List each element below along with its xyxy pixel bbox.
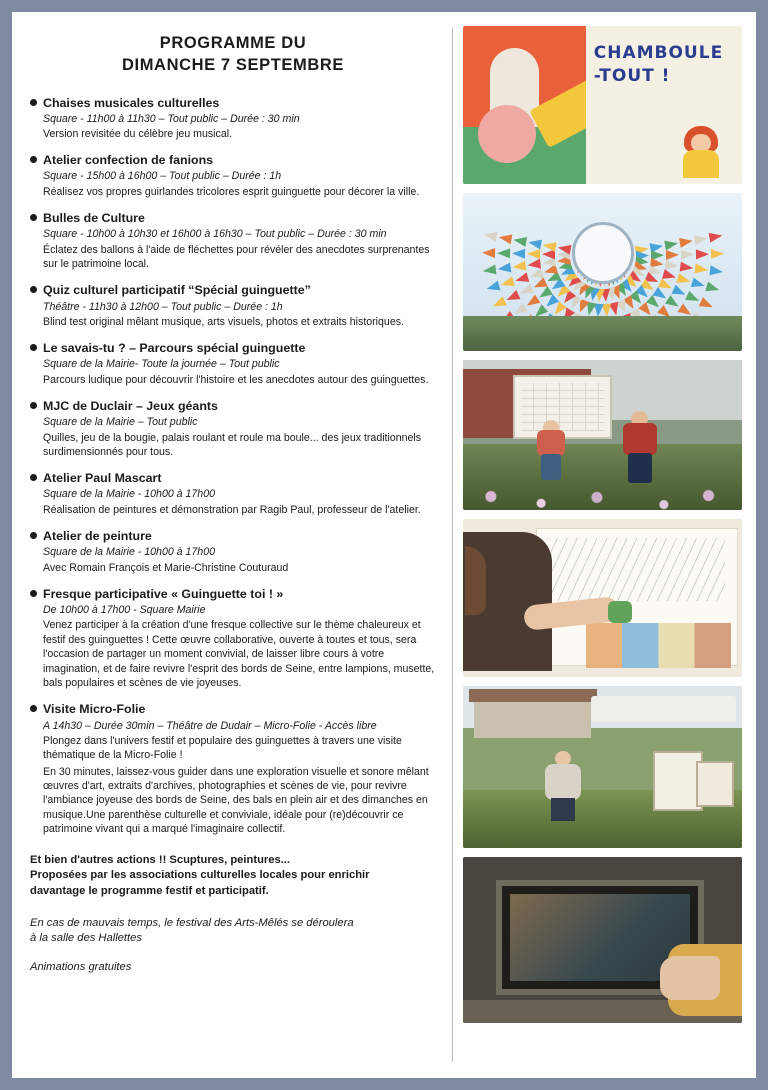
poster-page bbox=[12, 12, 756, 1078]
child-left-legs bbox=[541, 454, 561, 480]
entry-description: Réalisation de peintures et démonstration par Ragib Paul, professeur de l'atelier. bbox=[43, 503, 421, 516]
bullet-icon bbox=[30, 590, 37, 597]
painting-color-strip bbox=[586, 623, 731, 667]
poster-circle-shape bbox=[478, 105, 536, 163]
entry-info: A 14h30 – Durée 30min – Théâtre de Dudair – Micro-Folie - Accès libre bbox=[43, 719, 377, 732]
entry-description: Venez participer à la création d'une fresque collective sur le thème chaleureux et festif des guinguettes ! Cette œuvre collaborative, ouverte à toutes et tous, sera l'occasion de partager un moment convivial, de laisser libre cours à votre imagination, et de faire revivre l'esprit des bords de Seine, entre lampions, musette, bals populaires et scènes de vie joyeuses. bbox=[43, 619, 435, 690]
fresque-painting-photo bbox=[463, 519, 742, 677]
entry-description: Version revisitée du célèbre jeu musical. bbox=[43, 127, 233, 140]
closing-line-1: Et bien d'autres actions !! Scuptures, peintures... bbox=[30, 853, 291, 866]
entry-title: Atelier de peinture bbox=[43, 529, 152, 544]
bullet-icon bbox=[30, 705, 37, 712]
page-title bbox=[30, 32, 436, 77]
entry-info: Square de la Mairie – Tout public bbox=[43, 416, 198, 429]
bullet-icon bbox=[30, 214, 37, 221]
closing-line-3: davantage le programme festif et participatif. bbox=[30, 885, 269, 898]
entry-description: Parcours ludique pour découvrir l'histoire et les anecdotes autour des guinguettes. bbox=[43, 373, 429, 386]
programme-entry bbox=[30, 152, 436, 199]
entry-title: Atelier confection de fanions bbox=[43, 153, 214, 168]
programme-entry bbox=[30, 586, 436, 690]
programme-entry bbox=[30, 210, 436, 271]
child-left-top bbox=[537, 430, 565, 456]
market-visitor-legs bbox=[551, 798, 575, 821]
bunting-photo bbox=[463, 193, 742, 351]
programme-column bbox=[12, 12, 452, 1078]
page-title-line2: DIMANCHE 7 SEPTEMBRE bbox=[122, 56, 344, 75]
child-left bbox=[533, 420, 569, 482]
programme-entry bbox=[30, 528, 436, 575]
market-easel-2 bbox=[696, 761, 734, 807]
market-roof bbox=[469, 689, 597, 702]
entry-title: Le savais-tu ? – Parcours spécial guinguette bbox=[43, 341, 306, 356]
bullet-icon bbox=[30, 156, 37, 163]
closing-block bbox=[30, 853, 436, 900]
entry-title: Fresque participative « Guinguette toi ! » bbox=[43, 586, 284, 601]
entry-title-row bbox=[30, 470, 436, 486]
entry-info: Square - 10h00 à 10h30 et 16h00 à 16h30 – Tout public – Durée : 30 min bbox=[43, 228, 387, 241]
bullet-icon bbox=[30, 286, 37, 293]
free-admission-note: Animations gratuites bbox=[30, 961, 132, 974]
entry-info: Théâtre - 11h30 à 12h00 – Tout public – Durée : 1h bbox=[43, 300, 283, 313]
child-right bbox=[619, 411, 661, 483]
bullet-icon bbox=[30, 532, 37, 539]
bullet-icon bbox=[30, 402, 37, 409]
poster-title-line1: CHAMBOULE bbox=[593, 43, 724, 63]
bunting-center-ring bbox=[572, 222, 634, 284]
entry-title: Quiz culturel participatif “Spécial guinguette” bbox=[43, 283, 311, 298]
entry-description-extra: En 30 minutes, laissez-vous guider dans une exploration visuelle et sonore mêlant œuvres d'art, extraits d'archives, photographies et scènes de vie, pour revivre l'ambiance joyeuse des bords de Seine, des bals en plein air et des dimanches en musique.Une parenthèse culturelle et conviviale, idéale pour (re)découvrir ce patrimoine vivant qui a marqué l'imaginaire collectif. bbox=[43, 765, 429, 836]
weather-note-line-1: En cas de mauvais temps, le festival des Arts-Mêlés se déroulera bbox=[30, 916, 354, 929]
entry-description: Avec Romain François et Marie-Christine Couturaud bbox=[43, 561, 289, 574]
painting-sketch bbox=[547, 538, 726, 601]
entry-title-row bbox=[30, 340, 436, 356]
entry-title-row bbox=[30, 282, 436, 298]
programme-entry bbox=[30, 340, 436, 387]
painting-child-hand bbox=[608, 601, 632, 623]
programme-entry bbox=[30, 470, 436, 517]
entry-title: Bulles de Culture bbox=[43, 211, 145, 226]
printing-hand bbox=[660, 956, 720, 1000]
entry-description: Quilles, jeu de la bougie, palais roulant et roule ma boule... des jeux traditionnels surdimensionnés pour tous. bbox=[43, 431, 422, 458]
entry-title: MJC de Duclair – Jeux géants bbox=[43, 399, 218, 414]
poster-text-area bbox=[586, 26, 742, 184]
poster-shapes bbox=[463, 26, 586, 184]
market-visitor bbox=[541, 751, 585, 821]
closing-line-2: Proposées par les associations culturelles locales pour enrichir bbox=[30, 869, 370, 882]
bunting-ground bbox=[463, 316, 742, 351]
painting-child-hair bbox=[465, 546, 486, 616]
entry-title-row bbox=[30, 528, 436, 544]
photo-column bbox=[453, 12, 756, 1078]
kids-flowers bbox=[463, 465, 742, 510]
entry-title: Atelier Paul Mascart bbox=[43, 471, 162, 486]
entry-title: Chaises musicales culturelles bbox=[43, 95, 220, 110]
painting-child bbox=[463, 532, 552, 671]
entry-info: Square - 15h00 à 16h00 – Tout public – Durée : 1h bbox=[43, 170, 282, 183]
programme-entry bbox=[30, 95, 436, 142]
programme-entry bbox=[30, 398, 436, 459]
programme-entry bbox=[30, 701, 436, 836]
weather-note-line-2: à la salle des Hallettes bbox=[30, 932, 142, 945]
entry-description: Éclatez des ballons à l'aide de fléchettes pour révéler des anecdotes surprenantes sur le patrimoine local. bbox=[43, 243, 430, 271]
kids-workshop-photo bbox=[463, 360, 742, 510]
entry-title-row bbox=[30, 701, 436, 717]
bullet-icon bbox=[30, 474, 37, 481]
child-right-top bbox=[623, 423, 657, 455]
market-easels-photo bbox=[463, 686, 742, 848]
entry-description: Blind test original mêlant musique, arts visuels, photos et extraits historiques. bbox=[43, 315, 404, 328]
entry-title-row bbox=[30, 152, 436, 168]
bullet-icon bbox=[30, 99, 37, 106]
character-body bbox=[683, 150, 719, 178]
entry-title-row bbox=[30, 398, 436, 414]
poster-title bbox=[594, 42, 723, 88]
child-right-legs bbox=[628, 453, 652, 483]
entry-info: De 10h00 à 17h00 - Square Mairie bbox=[43, 604, 206, 617]
weather-note bbox=[30, 916, 436, 947]
poster-character-illustration bbox=[680, 124, 726, 178]
entry-info: Square de la Mairie- Toute la journée – Tout public bbox=[43, 358, 280, 371]
bullet-icon bbox=[30, 344, 37, 351]
entry-info: Square - 11h00 à 11h30 – Tout public – Durée : 30 min bbox=[43, 112, 300, 125]
entry-info: Square de la Mairie - 10h00 à 17h00 bbox=[43, 546, 215, 559]
programme-entry bbox=[30, 282, 436, 329]
entry-description: Plongez dans l'univers festif et populaire des guinguettes à travers une visite thématique de la Micro-Folie ! bbox=[43, 734, 402, 762]
entry-title-row bbox=[30, 210, 436, 226]
market-visitor-body bbox=[545, 764, 581, 800]
poster-title-line2: -TOUT ! bbox=[593, 65, 671, 86]
page-title-line1: PROGRAMME DU bbox=[159, 34, 307, 52]
entry-description: Réalisez vos propres guirlandes tricolores esprit guinguette pour décorer la ville. bbox=[43, 185, 420, 198]
market-tent bbox=[591, 696, 736, 722]
chamboule-tout-poster-image bbox=[463, 26, 742, 184]
entry-title-row bbox=[30, 586, 436, 602]
printing-workshop-photo bbox=[463, 857, 742, 1023]
entry-title-row bbox=[30, 95, 436, 111]
entry-info: Square de la Mairie - 10h00 à 17h00 bbox=[43, 488, 215, 501]
entry-title: Visite Micro-Folie bbox=[43, 702, 146, 717]
